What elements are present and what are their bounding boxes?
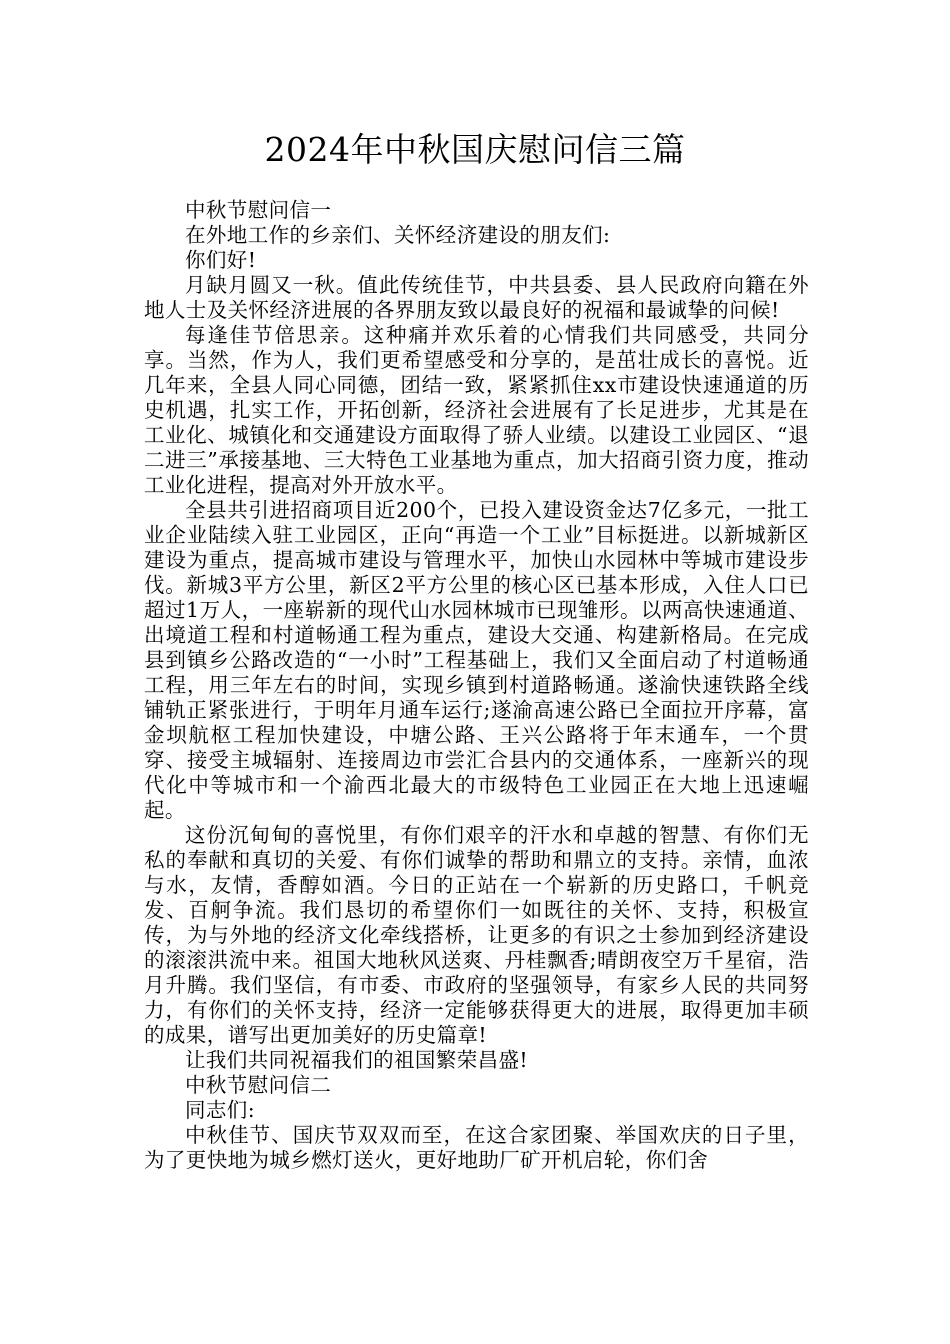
greeting: 你们好! [185,248,257,272]
paragraph: 月缺月圆又一秋。值此传统佳节，中共县委、县人民政府向籍在外地人士及关怀经济进展的各界朋友致以最良好的祝福和最诚挚的问候! [144,273,809,322]
document-title: 2024年中秋国庆慰问信三篇 [264,130,686,169]
closing-line: 让我们共同祝福我们的祖国繁荣昌盛! [185,1048,529,1072]
paragraph: 中秋佳节、国庆节双双而至，在这合家团聚、举国欢庆的日子里，为了更快地为城乡燃灯送火，更好地助厂矿开机启轮，你们舍 [144,1123,809,1172]
salutation: 在外地工作的乡亲们、关怀经济建设的朋友们: [185,223,611,247]
salutation: 同志们: [185,1098,256,1122]
paragraph: 每逢佳节倍思亲。这种痛并欢乐着的心情我们共同感受，共同分享。当然，作为人，我们更希望感受和分享的，是茁壮成长的喜悦。近几年来，全县人同心同德，团结一致，紧紧抓住xx市建设快速通道的历史机遇，扎实工作，开拓创新，经济社会进展有了长足进步，尤其是在工业化、城镇化和交通建设方面取得了骄人业绩。以建设工业园区、“退二进三”承接基地、三大特色工业基地为重点，加大招商引资力度，推动工业化进程，提高对外开放水平。 [144,323,809,497]
section-heading-letter-two: 中秋节慰问信二 [185,1073,332,1097]
paragraph: 全县共引进招商项目近200个，已投入建设资金达7亿多元，一批工业企业陆续入驻工业园区，正向“再造一个工业”目标挺进。以新城新区建设为重点，提高城市建设与管理水平，加快山水园林中等城市建设步伐。新城3平方公里，新区2平方公里的核心区已基本形成，入住人口已超过1万人，一座崭新的现代山水园林城市已现雏形。以两高快速通道、出境道工程和村道畅通工程为重点，建设大交通、构建新格局。在完成县到镇乡公路改造的“一小时”工程基础上，我们又全面启动了村道畅通工程，用三年左右的时间，实现乡镇到村道路畅通。遂渝快速铁路全线铺轨正紧张进行，于明年月通车运行;遂渝高速公路已全面拉开序幕，富金坝航枢工程加快建设，中塘公路、王兴公路将于年末通车，一个贯穿、接受主城辐射、连接周边市尝汇合县内的交通体系，一座新兴的现代化中等城市和一个渝西北最大的市级特色工业园正在大地上迅速崛起。 [144,498,809,822]
document-body [144,198,809,1173]
section-heading-letter-one: 中秋节慰问信一 [185,198,332,222]
paragraph: 这份沉甸甸的喜悦里，有你们艰辛的汗水和卓越的智慧、有你们无私的奉献和真切的关爱、有你们诚挚的帮助和鼎立的支持。亲情，血浓与水，友情，香醇如酒。今日的正站在一个崭新的历史路口，千帆竞发、百舸争流。我们恳切的希望你们一如既往的关怀、支持，积极宣传，为与外地的经济文化牵线搭桥，让更多的有识之士参加到经济建设的滚滚洪流中来。祖国大地秋风送爽、丹桂飘香;晴朗夜空万千星宿，浩月升腾。我们坚信，有市委、市政府的坚强领导，有家乡人民的共同努力，有你们的关怀支持，经济一定能够获得更大的进展，取得更加丰硕的成果，谱写出更加美好的历史篇章! [144,823,809,1047]
